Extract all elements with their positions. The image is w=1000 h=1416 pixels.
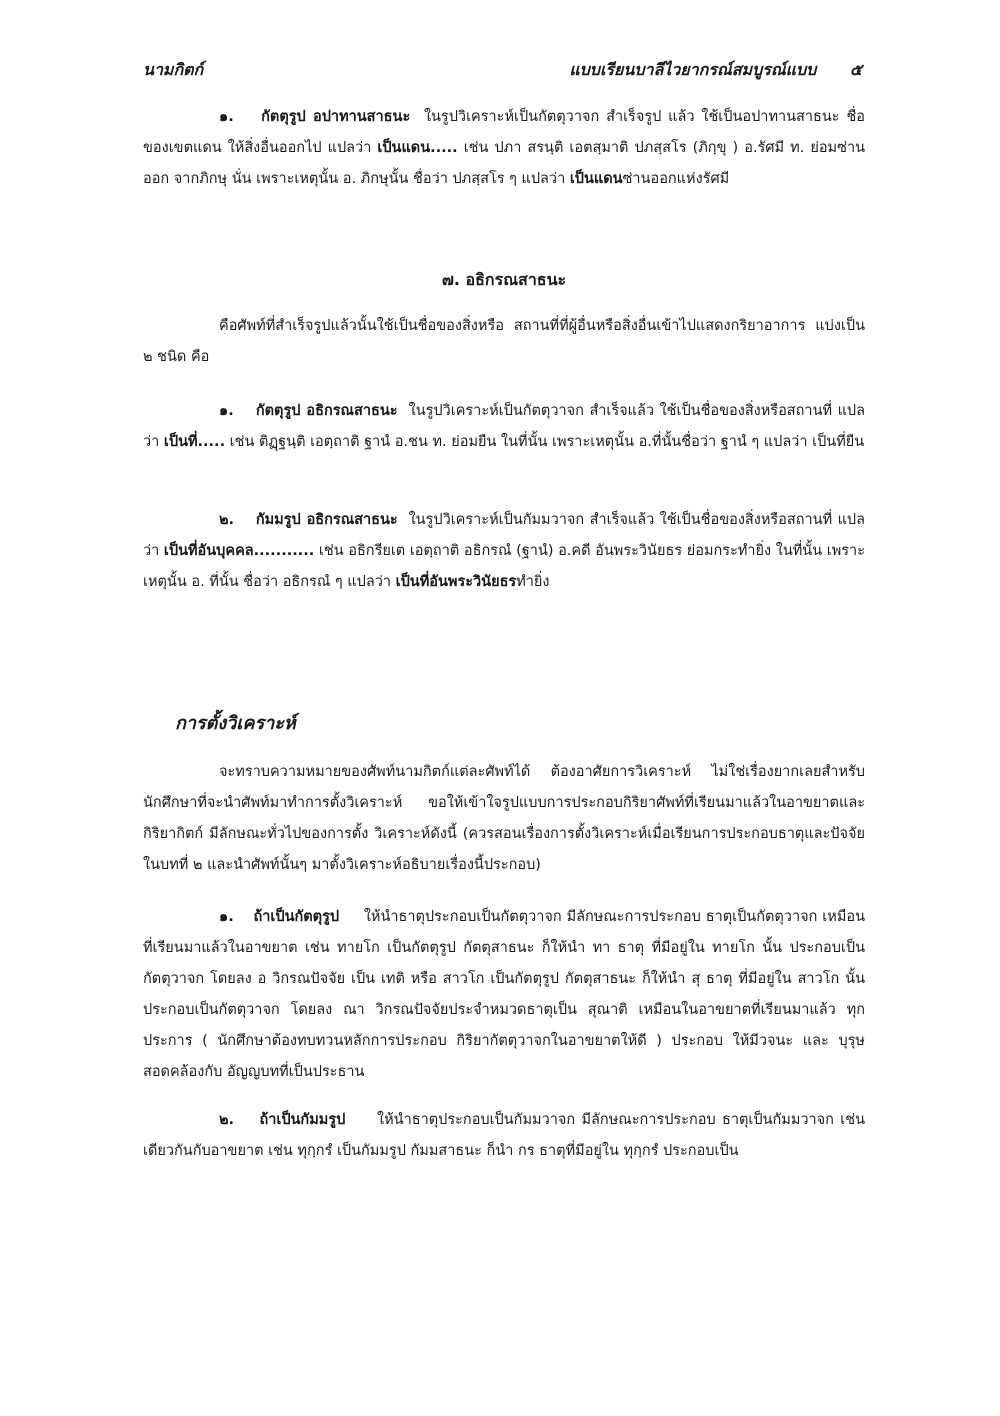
- section-heading-vikro: การตั้งวิเคราะห์: [175, 713, 296, 734]
- paragraph-text: ให้นำธาตุประกอบเป็นกัตตุวาจก มีลักษณะการประกอบ ธาตุเป็นกัตตุวาจก เหมือนที่เรียนมาแล้วในอาขยาต เช่น ทายโก เป็นกัตตุรูป กัตตุสาธนะ ก็ให้นำ ทา ธาตุ ที่มีอยู่ใน ทายโก นั้น ประกอบเป็นกัตตุวาจก โดยลง อ วิกรณปัจจัย เป็น เทติ หรือ สาวโก เป็นกัตตุรูป กัตตุสาธนะ ก็ให้นำ สุ ธาตุ ที่มีอยู่ใน สาวโก นั้น ประกอบเป็นกัตตุวาจก โดยลง ณา วิกรณปัจจัยประจำหมวดธาตุเป็น สุณาติ เหมือนในอาขยาตที่เรียนมาแล้ว ทุกประการ ( นักศึกษาต้องทบทวนหลักการประกอบ กิริยากัตตุวาจกในอาขยาตให้ดี ) ประกอบ ให้มีวจนะ และ บุรุษสอดคล้องกับ อัญญบทที่เป็นประธาน: [143, 909, 866, 1080]
- paragraph-text: เช่น อธิกรียเต เอตฺถาติ อธิกรณํ (ฐานํ) อ.คดี อันพระวินัยธร ย่อมกระทำยิ่ง ในที่นั้น เพราะเหตุนั้น อ. ที่นั้น ชื่อว่า อธิกรณํ ๆ แปลว่า: [143, 543, 865, 590]
- section-heading-adhikarana: ๗. อธิกรณสาธนะ: [441, 270, 567, 289]
- item-term: ถ้าเป็นกัตตุรูป: [253, 909, 340, 925]
- bold-phrase: เป็นที่อันบุคคล...........: [163, 543, 315, 559]
- paragraph-text: เช่น ปภา สรนฺติ เอตสฺมาติ ปภสฺสโร (ภิกฺขุ ) อ.รัศมี ท. ย่อมซ่านออก จากภิกษุ นั่น เพราะเหตุนั้น อ. ภิกษุนั้น ชื่อว่า ปภสฺสโร ๆ แปลว่า: [143, 140, 866, 187]
- paragraph-text: ให้นำธาตุประกอบเป็นกัมมวาจก มีลักษณะการประกอบ ธาตุเป็นกัมมวาจก เช่นเดียวกันกับอาขยาต เช่น ทุกฺกรํ เป็นกัมมรูป กัมมสาธนะ ก็นำ กร ธาตุที่มีอยู่ใน ทุกฺกรํ ประกอบเป็น: [143, 1112, 865, 1159]
- paragraph-text: ซ่านออกแห่งรัศมี: [622, 171, 730, 187]
- paragraph-apadana: [143, 102, 865, 195]
- item-term: กัตตุรูป อธิกรณสาธนะ: [255, 403, 398, 419]
- paragraph-text: ในรูปวิเคราะห์เป็นกัตตุวาจก สำเร็จแล้ว ใช้เป็นชื่อของสิ่งหรือสถานที่ แปลว่า: [143, 403, 866, 450]
- bold-phrase: เป็นแดน.....: [377, 140, 458, 156]
- bold-phrase: เป็นแดน: [569, 171, 623, 187]
- header-book-title-group: [569, 58, 862, 83]
- paragraph-adhikarana-intro: คือศัพท์ที่สำเร็จรูปแล้วนั้นใช้เป็นชื่อของสิ่งหรือ สถานที่ที่ผู้อื่นหรือสิ่งอื่นเข้าไปแสดงกริยาอาการ แบ่งเป็น ๒ ชนิด คือ: [143, 318, 865, 365]
- paragraph-text: เช่น ติฏฺฐนฺติ เอตฺถาติ ฐานํ อ.ชน ท. ย่อมยืน ในที่นั้น เพราะเหตุนั้น อ.ที่นั้นชื่อว่า ฐานํ ๆ แปลว่า เป็นที่ยืน: [225, 434, 865, 450]
- item-number: ๑.: [219, 403, 234, 419]
- item-number: ๑.: [219, 909, 234, 925]
- header-book-title: แบบเรียนบาลีไวยากรณ์สมบูรณ์แบบ: [569, 60, 817, 79]
- item-term: กัมมรูป อธิกรณสาธนะ: [255, 512, 398, 528]
- paragraph-kattu-adhikarana: [143, 396, 865, 458]
- item-number: ๒.: [219, 512, 235, 528]
- item-term: กัตตุรูป อปาทานสาธนะ: [261, 109, 411, 125]
- bold-phrase: เป็นที่อันพระวินัยธร: [395, 574, 517, 590]
- item-number: ๒.: [219, 1112, 235, 1128]
- paragraph-text: ทำยิ่ง: [516, 574, 550, 590]
- paragraph-vikro-intro: จะทราบความหมายของศัพท์นามกิตก์แต่ละศัพท์ได้ ต้องอาศัยการวิเคราะห์ ไม่ใช่เรื่องยากเลยสำหรับนักศึกษาที่จะนำศัพท์มาทำการตั้งวิเคราะห์ ขอให้เข้าใจรูปแบบการประกอบกิริยาศัพท์ที่เรียนมาแล้วในอาขยาตและกิริยากิตก์ มีลักษณะทั่วไปของการตั้ง วิเคราะห์ดังนี้ (ควรสอนเรื่องการตั้งวิเคราะห์เมื่อเรียนการประกอบธาตุและปัจจัยในบทที่ ๒ และนำศัพท์นั้นๆ มาตั้งวิเคราะห์อธิบายเรื่องนี้ประกอบ): [143, 764, 865, 873]
- page-number: ๕: [849, 60, 862, 79]
- paragraph-text: ในรูปวิเคราะห์เป็นกัมมวาจก สำเร็จแล้ว ใช้เป็นชื่อของสิ่งหรือสถานที่ แปลว่า: [143, 512, 865, 559]
- item-term: ถ้าเป็นกัมมรูป: [259, 1112, 346, 1128]
- header-chapter-title: นามกิตก์: [143, 60, 204, 79]
- paragraph-kattu-rule: [143, 902, 865, 1088]
- paragraph-text: ในรูปวิเคราะห์เป็นกัตตุวาจก สำเร็จรูป แล้ว ใช้เป็นอปาทานสาธนะ ชื่อของเขตแดน ให้สิ่งอื่นออกไป แปลว่า: [143, 109, 865, 156]
- item-number: ๑.: [219, 109, 234, 125]
- paragraph-kamma-rule: [143, 1105, 865, 1167]
- paragraph-kamma-adhikarana: [143, 505, 865, 598]
- running-header: [143, 58, 862, 84]
- bold-phrase: เป็นที่.....: [163, 434, 226, 450]
